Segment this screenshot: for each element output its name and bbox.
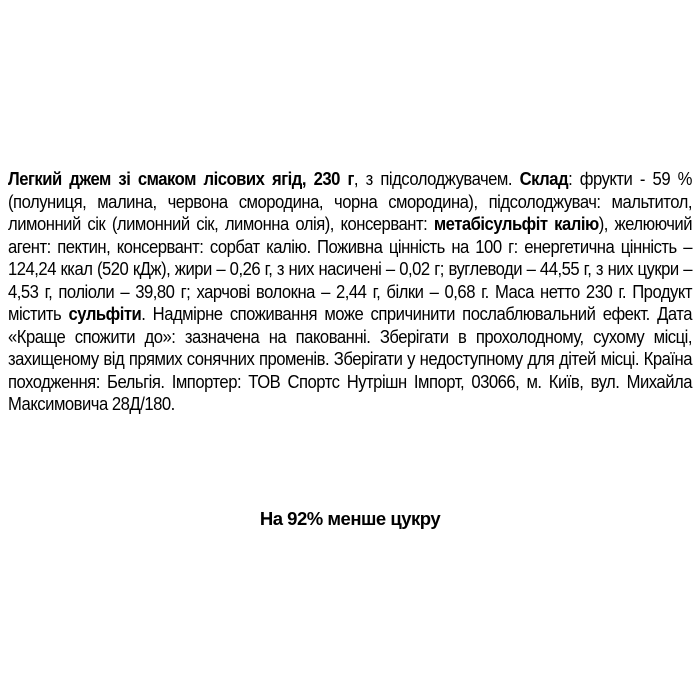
ingredients-tail: ), желюючий агент: пектин, консервант: сорбат калію. Поживна цінність на 100 г: енергетична цінність – 124,24 ккал (520 кДж), жири – 0,26 г, з них насичені – 0,02 г; вуглеводи – 44,55 г, з них цукри – 4,53 г, поліоли – 39,80 г; харчові волокна – 2,44 г, білки – 0,68 г. Маса нетто 230 г. Продукт містить [8,213,693,324]
preservative-name: метабісульфіт калію [433,213,599,234]
allergen-sulfites: сульфіти [68,303,142,324]
product-label-text [8,168,692,416]
product-name: Легкий джем зі смаком лісових ягід, 230 г [8,168,354,189]
sugar-reduction-claim: На 92% менше цукру [259,508,441,529]
sweetener-note: , з підсолоджувачем. [353,168,520,189]
ingredients-heading: Склад [519,168,569,189]
storage-and-origin-text: . Надмірне споживання може спричинити послаблювальний ефект. Дата «Краще спожити до»: зазначена на пакованні. Зберігати в прохолодному, сухому місці, захищеному від прямих сонячних променів. Зберігати у недоступному для дітей місці. Країна походження: Бельгія. Імпортер: ТОВ Спортс Нутрішн Імпорт, 03066, м. Київ, вул. Михайла Максимовича 28Д/180. [8,303,692,414]
ingredients-text: : фрукти - 59 % (полуниця, малина, червона смородина, чорна смородина), підсолоджувач: мальтитол, лимонний сік (лимонний сік, лимонна олія), консервант: [8,168,692,234]
